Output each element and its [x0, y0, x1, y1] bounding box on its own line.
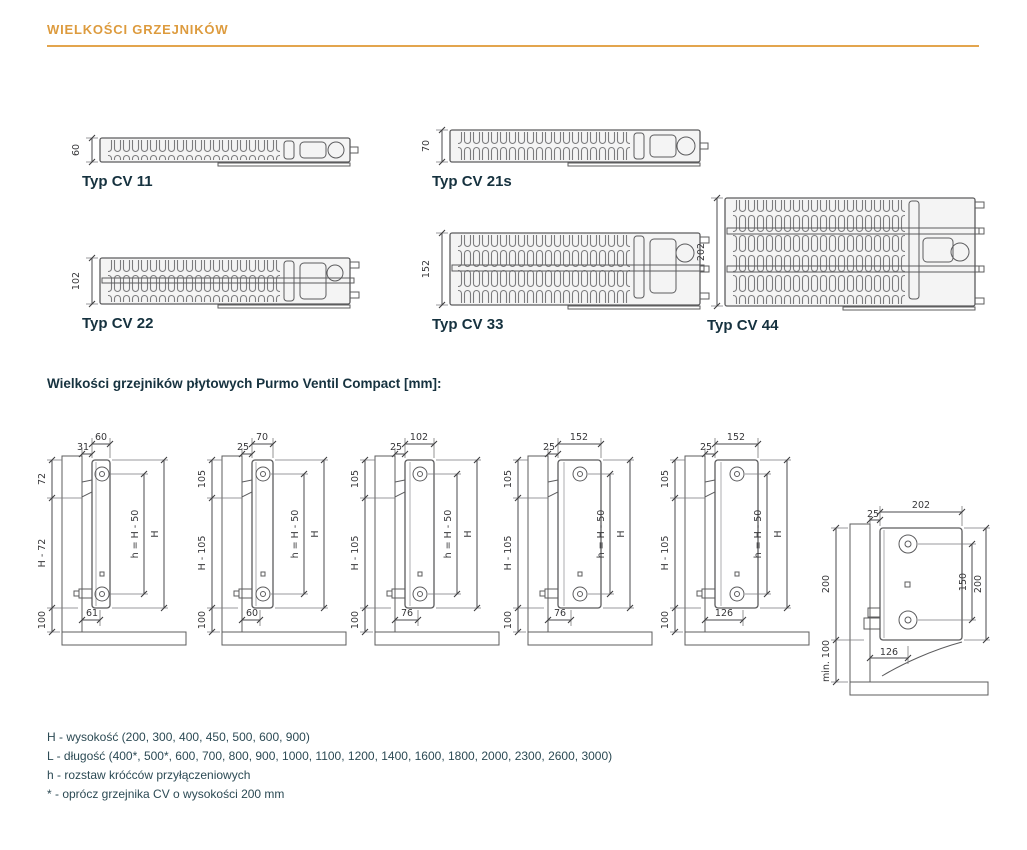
radiator-body	[697, 460, 758, 608]
dim-middle: H - 105	[350, 535, 361, 571]
cv44-depth-dimension	[696, 195, 723, 309]
cv44-side-view-drawing	[657, 398, 817, 663]
wall-and-floor	[62, 456, 186, 645]
dim-wall-gap: 25	[542, 442, 556, 453]
dim-connection: 76	[553, 608, 567, 619]
dim-pipe-span: h = H - 50	[753, 509, 764, 559]
dim-pipe-span: 150	[958, 572, 969, 592]
cv21s-body	[450, 130, 708, 166]
page-title: WIELKOŚCI GRZEJNIKÓW	[47, 22, 229, 37]
cv33-top-view-drawing	[418, 229, 718, 311]
legend-height: H - wysokość (200, 300, 400, 450, 500, 600, 900)	[47, 730, 310, 744]
dim-lower: 100	[197, 610, 208, 630]
title-divider	[47, 45, 979, 47]
cv22-depth-dimension	[71, 255, 98, 307]
dim-upper: 72	[37, 472, 48, 486]
dim-depth: 70	[255, 432, 269, 443]
cv33-body	[450, 233, 709, 309]
dim-lower: 100	[503, 610, 514, 630]
radiator-type-label-cv21s: Typ CV 21s	[432, 173, 512, 190]
dim-connection: 126	[879, 647, 899, 658]
dim-pipe-span: h = H - 50	[596, 509, 607, 559]
radiator-block-cv22	[68, 254, 368, 332]
cv21s-side-view-drawing	[194, 398, 354, 663]
legend-length: L - długość (400*, 500*, 600, 700, 800, 900, 1000, 1100, 1200, 1400, 1600, 1800, 2000, 2300, 2600, 3000)	[47, 749, 613, 763]
radiator-type-label-cv44: Typ CV 44	[707, 317, 779, 334]
dim-middle: H - 72	[37, 538, 48, 568]
legend-footnote: * - oprócz grzejnika CV o wysokości 200 mm	[47, 787, 285, 801]
dim-connection: 60	[245, 608, 259, 619]
dim-height: H	[150, 530, 161, 538]
cv21s-depth-dimension	[421, 127, 448, 165]
cv22-top-view-drawing	[68, 254, 368, 310]
dim-pipe-span: h = H - 50	[290, 509, 301, 559]
dim-lower: min. 100	[821, 639, 832, 683]
radiator-body	[387, 460, 434, 608]
radiator-body	[864, 528, 962, 676]
cv22-depth-label: 102	[71, 271, 82, 291]
dim-height: H	[773, 530, 784, 538]
dim-pipe-span: h = H - 50	[443, 509, 454, 559]
dim-wall-gap: 25	[236, 442, 250, 453]
legend	[47, 728, 612, 804]
cv44-body	[725, 198, 984, 310]
cv22-body	[100, 258, 359, 308]
dim-depth: 60	[94, 432, 108, 443]
cv11-depth-label: 60	[71, 143, 82, 157]
dim-upper: 200	[821, 574, 832, 594]
cv33-depth-dimension	[421, 230, 448, 308]
dim-depth: 152	[569, 432, 589, 443]
dim-middle: H - 105	[197, 535, 208, 571]
side-view-cv33	[500, 398, 660, 663]
cv33-side-view-drawing	[500, 398, 660, 663]
dim-depth: 102	[409, 432, 429, 443]
radiator-body	[74, 460, 110, 608]
cv44-depth-label: 202	[696, 242, 707, 262]
dim-upper: 105	[197, 469, 208, 489]
side-view-detail-200	[820, 478, 995, 713]
dim-wall-gap: 25	[699, 442, 713, 453]
dim-connection: 61	[85, 608, 99, 619]
side-view-cv22	[347, 398, 507, 663]
dim-lower: 100	[660, 610, 671, 630]
dim-upper: 105	[660, 469, 671, 489]
cv21s-top-view-drawing	[418, 126, 718, 168]
wall-and-floor	[222, 456, 346, 645]
cv11-side-view-drawing	[34, 398, 194, 663]
radiator-block-cv44	[693, 194, 993, 334]
dim-height: H	[463, 530, 474, 538]
cv44-top-view-drawing	[693, 194, 993, 312]
dim-connection: 126	[714, 608, 734, 619]
radiator-type-label-cv33: Typ CV 33	[432, 316, 504, 333]
dim-middle: H - 105	[503, 535, 514, 571]
dim-upper: 105	[503, 469, 514, 489]
detail-side-view-drawing	[820, 478, 995, 713]
side-view-cv21s	[194, 398, 354, 663]
dim-height: H	[310, 530, 321, 538]
dim-middle: H - 105	[660, 535, 671, 571]
cv21s-depth-label: 70	[421, 139, 432, 153]
cv22-side-view-drawing	[347, 398, 507, 663]
radiator-type-label-cv11: Typ CV 11	[82, 173, 153, 190]
dim-wall-gap: 25	[389, 442, 403, 453]
dim-height: H	[616, 530, 627, 538]
cv11-depth-dimension	[71, 135, 98, 165]
radiator-body	[540, 460, 601, 608]
dim-upper: 105	[350, 469, 361, 489]
radiator-type-label-cv22: Typ CV 22	[82, 315, 154, 332]
cv33-depth-label: 152	[421, 259, 432, 279]
dim-lower: 100	[350, 610, 361, 630]
dim-wall-gap: 25	[866, 509, 880, 520]
side-view-cv44	[657, 398, 817, 663]
dim-wall-gap: 31	[76, 442, 90, 453]
dim-connection: 76	[400, 608, 414, 619]
side-view-cv11	[34, 398, 194, 663]
dim-pipe-span: h = H - 50	[130, 509, 141, 559]
wall-and-floor	[375, 456, 499, 645]
dim-lower: 100	[37, 610, 48, 630]
radiator-body	[234, 460, 273, 608]
radiator-block-cv33	[418, 229, 718, 333]
radiator-block-cv11	[68, 134, 368, 190]
dim-depth: 152	[726, 432, 746, 443]
legend-pipe-spacing: h - rozstaw króćców przyłączeniowych	[47, 768, 251, 782]
cv11-body	[100, 138, 358, 166]
dim-height: 200	[973, 574, 984, 594]
radiator-block-cv21s	[418, 126, 718, 190]
section-heading: Wielkości grzejników płytowych Purmo Ventil Compact [mm]:	[47, 376, 442, 391]
cv11-top-view-drawing	[68, 134, 368, 168]
dim-depth: 202	[911, 500, 931, 511]
